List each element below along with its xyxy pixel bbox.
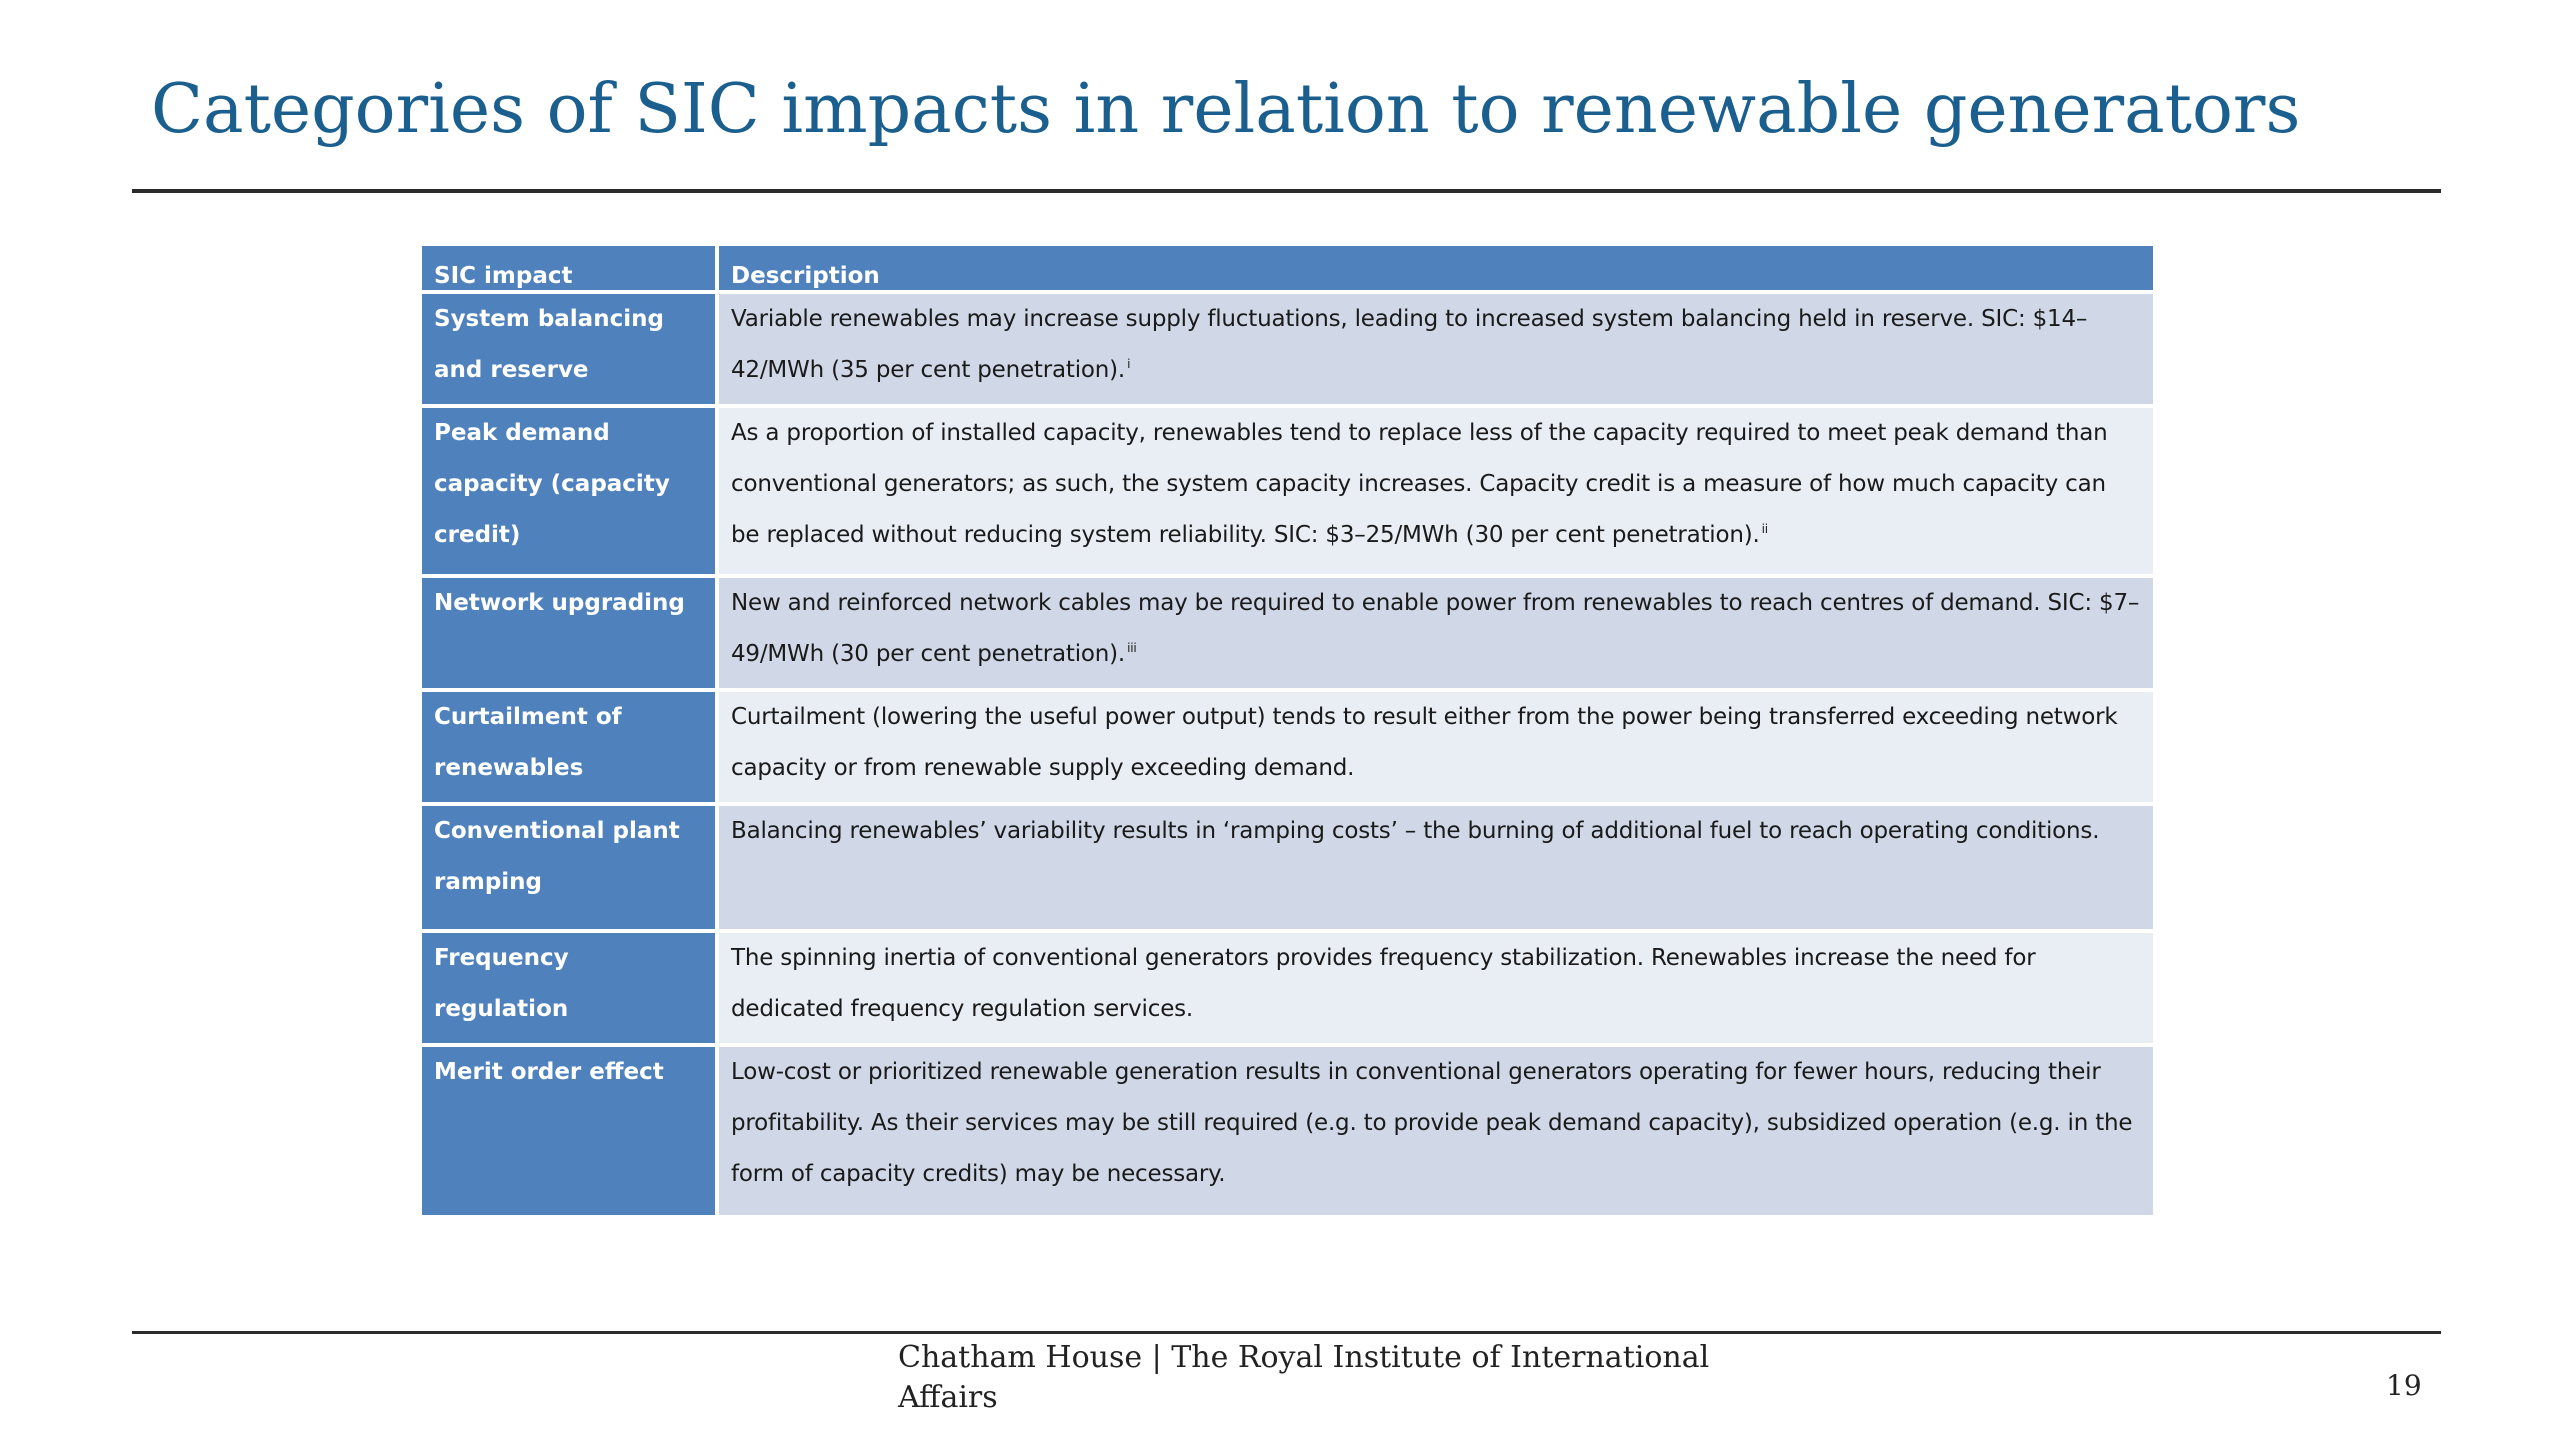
- column-header-sic-impact: SIC impact: [422, 246, 717, 292]
- impact-cell: Conventional plant ramping: [422, 804, 717, 931]
- description-text: The spinning inertia of conventional generators provides frequency stabilization. Renewables increase the need for dedicated frequency regulation services.: [731, 945, 2036, 1022]
- table-row: [422, 931, 2153, 1045]
- title-divider: [132, 189, 2441, 193]
- table-header-row: [422, 246, 2153, 292]
- impact-cell: Frequency regulation: [422, 931, 717, 1045]
- sic-impacts-table: [422, 246, 2153, 1215]
- description-cell: [717, 292, 2153, 406]
- column-header-description: Description: [717, 246, 2153, 292]
- description-text: Low-cost or prioritized renewable generation results in conventional generators operating for fewer hours, reducing their profitability. As their services may be still required (e.g. to provide peak demand capacity), subsidized operation (e.g. in the form of capacity credits) may be necessary.: [731, 1059, 2133, 1187]
- description-text: Curtailment (lowering the useful power output) tends to result either from the power being transferred exceeding network capacity or from renewable supply exceeding demand.: [731, 704, 2118, 781]
- footnote-ref: i: [1127, 357, 1131, 372]
- footer-divider: [132, 1331, 2441, 1334]
- footnote-ref: iii: [1127, 641, 1137, 656]
- description-cell: [717, 406, 2153, 576]
- table-row: [422, 804, 2153, 931]
- impact-cell: Curtailment of renewables: [422, 690, 717, 804]
- impact-cell: Peak demand capacity (capacity credit): [422, 406, 717, 576]
- footnote-ref: ii: [1761, 522, 1768, 537]
- description-cell: [717, 690, 2153, 804]
- description-text: Balancing renewables’ variability results in ‘ramping costs’ – the burning of additional fuel to reach operating conditions.: [731, 818, 2100, 844]
- description-cell: [717, 1045, 2153, 1215]
- description-text: As a proportion of installed capacity, renewables tend to replace less of the capacity required to meet peak demand than conventional generators; as such, the system capacity increases. Capacity credit is a measure of how much capacity can be replaced without reducing system reliability. SIC: $3–25/MWh (30 per cent penetration).: [731, 420, 2108, 548]
- description-text: New and reinforced network cables may be required to enable power from renewables to reach centres of demand. SIC: $7–49/MWh (30 per cent penetration).: [731, 590, 2140, 667]
- impact-cell: System balancing and reserve: [422, 292, 717, 406]
- description-text: Variable renewables may increase supply fluctuations, leading to increased system balancing held in reserve. SIC: $14–42/MWh (35 per cent penetration).: [731, 306, 2088, 383]
- impact-cell: Merit order effect: [422, 1045, 717, 1215]
- table-row: [422, 576, 2153, 690]
- table-row: [422, 406, 2153, 576]
- description-cell: [717, 804, 2153, 931]
- description-cell: [717, 931, 2153, 1045]
- description-cell: [717, 576, 2153, 690]
- page-number: 19: [2386, 1369, 2422, 1402]
- table-row: [422, 292, 2153, 406]
- table-row: [422, 1045, 2153, 1215]
- table-row: [422, 690, 2153, 804]
- slide-title: Categories of SIC impacts in relation to renewable generators: [151, 70, 2301, 149]
- footer-organization: Chatham House | The Royal Institute of International Affairs: [898, 1340, 1710, 1415]
- impact-cell: Network upgrading: [422, 576, 717, 690]
